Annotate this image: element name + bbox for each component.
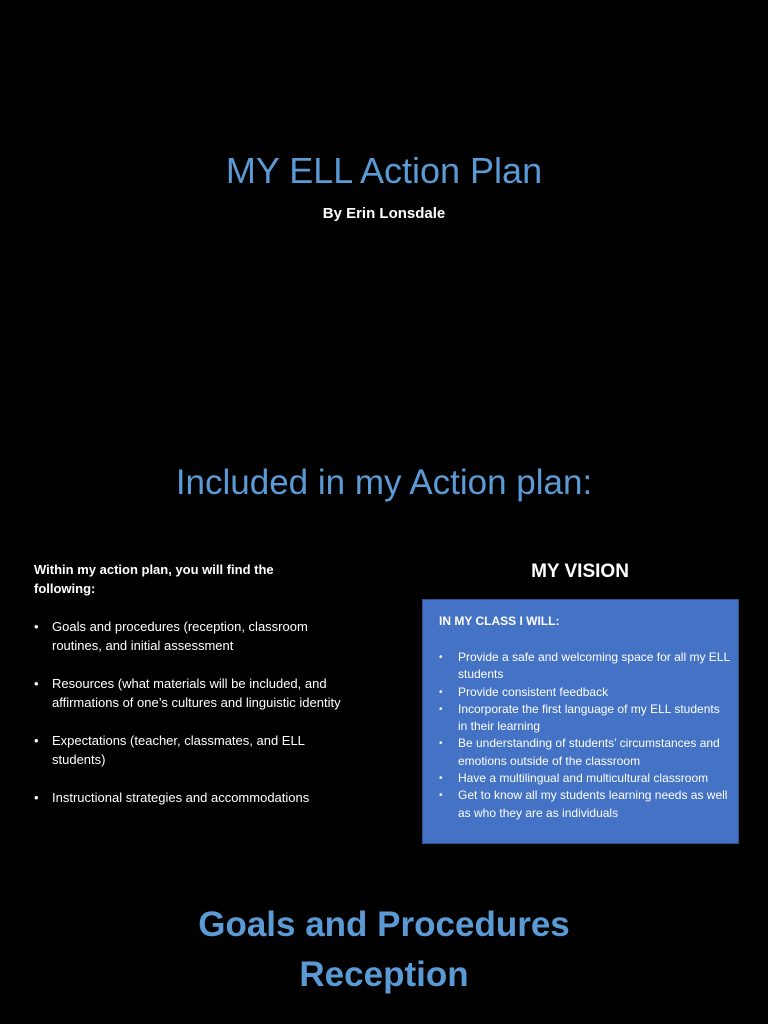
list-item-text: Expectations (teacher, classmates, and ELL students) (52, 733, 305, 767)
vision-box (422, 599, 739, 844)
list-item-text: Goals and procedures (reception, classroom routines, and initial assessment (52, 619, 308, 653)
vision-item-text: Get to know all my students learning needs as well as who they are as individuals (458, 788, 728, 820)
bullet-icon: • (34, 733, 39, 748)
bullet-icon: • (439, 703, 443, 715)
vision-list-item (439, 684, 731, 701)
bullet-icon: • (439, 790, 443, 802)
bullet-icon: • (439, 652, 443, 663)
vision-heading: MY VISION (531, 561, 629, 582)
goals-heading-line2: Reception (299, 955, 469, 994)
bullet-icon: • (34, 676, 39, 691)
vision-item-text: Provide a safe and welcoming space for all my ELL students (458, 650, 730, 682)
vision-list-item (439, 701, 731, 736)
vision-box-title: IN MY CLASS I WILL: (439, 614, 560, 628)
vision-list-item (439, 735, 731, 770)
list-item-text: Instructional strategies and accommodations (52, 790, 310, 805)
included-heading: Included in my Action plan: (175, 463, 593, 502)
vision-item-text: Be understanding of students’ circumstances and emotions outside of the classroom (458, 736, 720, 768)
list-item (34, 788, 344, 807)
bullet-icon: • (439, 738, 443, 750)
bullet-icon: • (439, 686, 443, 698)
list-item (34, 674, 344, 712)
bullet-icon: • (34, 790, 39, 805)
bullet-icon: • (34, 619, 39, 634)
vision-list (439, 649, 731, 822)
vision-list-item (439, 770, 731, 787)
list-item (34, 617, 344, 655)
vision-item-text: Provide consistent feedback (458, 684, 609, 699)
vision-item-text: Have a multilingual and multicultural classroom (458, 771, 709, 786)
list-item-text: Resources (what materials will be included, and affirmations of one’s cultures and linguistic identity (52, 676, 341, 710)
intro-text: Within my action plan, you will find the following: (34, 562, 274, 596)
list-item (34, 731, 344, 769)
goals-heading-line1: Goals and Procedures (198, 905, 570, 944)
vision-item-text: Incorporate the first language of my ELL students in their learning (458, 701, 720, 734)
included-list (34, 617, 344, 826)
bullet-icon: • (439, 773, 443, 785)
page-title: MY ELL Action Plan (225, 150, 543, 191)
author-subtitle: By Erin Lonsdale (322, 205, 446, 222)
goals-heading (0, 900, 768, 1000)
vision-list-item (439, 787, 731, 822)
vision-list-item (439, 649, 731, 684)
